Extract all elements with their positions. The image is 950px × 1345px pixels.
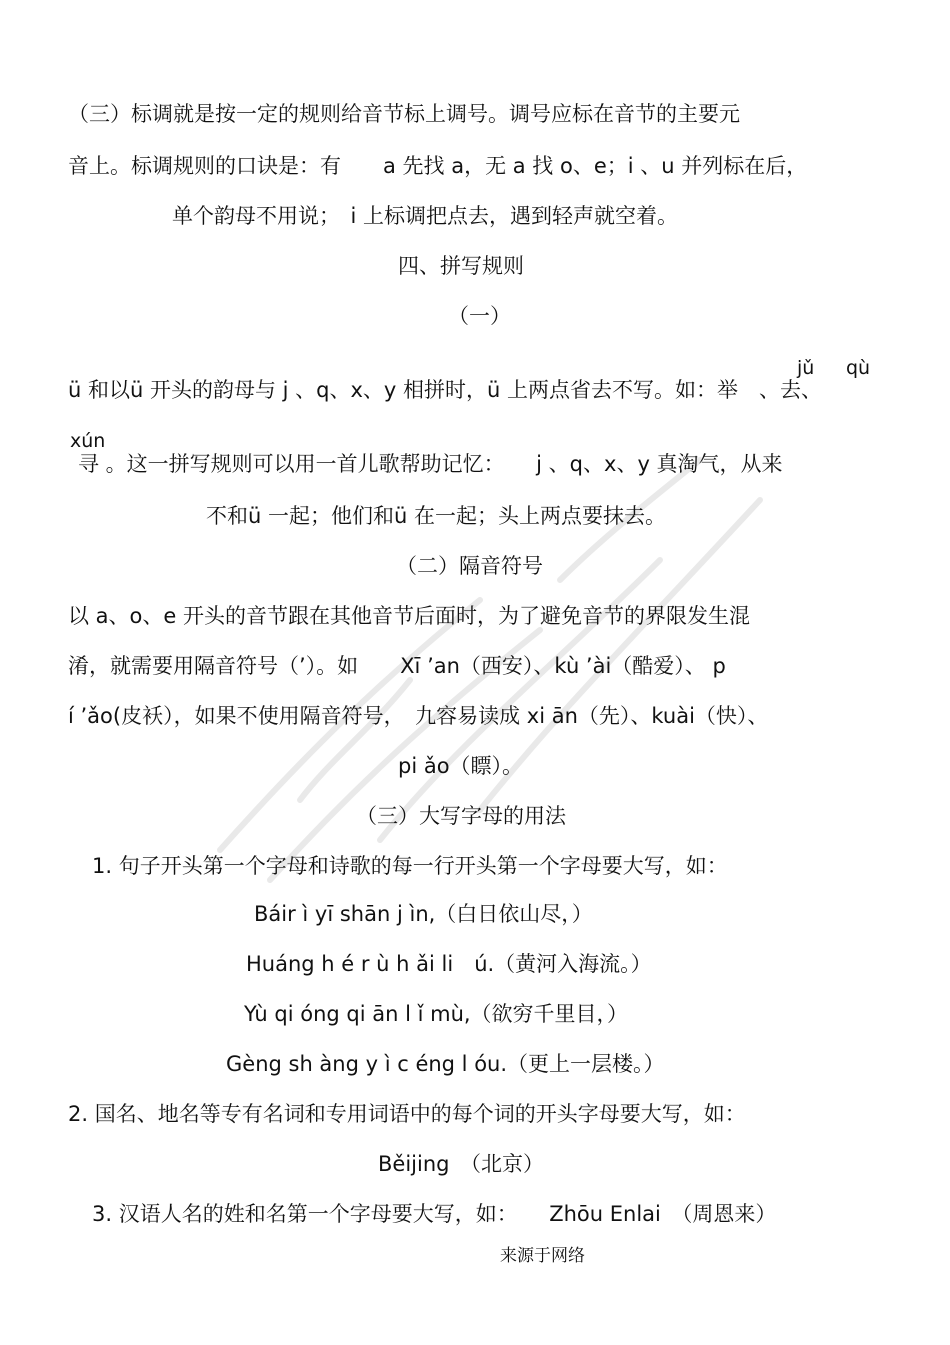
poem-line-3: Yù qi óng qi ān l ǐ mù,（欲穷千里目，） [244, 1002, 629, 1026]
separator-rule-line-4: pi ǎo（瞟）。 [398, 754, 524, 778]
subsection-one-title: （一） [448, 304, 511, 328]
capitalization-rule-3: 3. 汉语人名的姓和名第一个字母要大写，如： Zhōu Enlai （周恩来） [92, 1202, 777, 1226]
pinyin-annotation-qu: qù [846, 357, 871, 379]
poem-line-4: Gèng sh àng y ì c éng l óu.（更上一层楼。） [226, 1052, 665, 1076]
poem-line-2: Huáng h é r ù h ǎi li ú.（黄河入海流。） [246, 952, 652, 976]
spelling-rule-line-3: 不和ü 一起；他们和ü 在一起；头上两点要抹去。 [206, 504, 666, 528]
subsection-three-title: （三）大写字母的用法 [356, 804, 566, 828]
poem-line-1: Báir ì yī shān j ìn,（白日依山尽，） [254, 902, 593, 926]
pinyin-annotation-xun: xún [70, 430, 106, 452]
separator-rule-line-2: 淆，就需要用隔音符号（’）。如 Xī ’an（西安）、kù ’ài（酷爱）、 p [68, 654, 726, 678]
pinyin-annotation-ju: jǔ [797, 357, 815, 379]
section-four-title: 四、拼写规则 [398, 254, 524, 278]
tone-rule-line-3: 单个韵母不用说； i 上标调把点去，遇到轻声就空着。 [172, 204, 679, 228]
source-footer: 来源于网络 [500, 1246, 585, 1266]
tone-rule-line-2: 音上。标调规则的口诀是：有 a 先找 a，无 a 找 o、e；i 、u 并列标在后， [68, 154, 808, 178]
capitalization-rule-1: 1. 句子开头第一个字母和诗歌的每一行开头第一个字母要大写，如： [92, 854, 728, 878]
separator-rule-line-3: í ’ǎo(皮袄），如果不使用隔音符号， 九容易读成 xi ān（先）、kuài（快）、 [68, 704, 769, 728]
capitalization-rule-2-example: Běijing （北京） [378, 1152, 544, 1176]
spelling-rule-line-1: ü 和以ü 开头的韵母与 j 、q、x、y 相拼时，ü 上两点省去不写。如：举 、去、 [68, 378, 822, 402]
capitalization-rule-2: 2. 国名、地名等专有名词和专用词语中的每个词的开头字母要大写，如： [68, 1102, 746, 1126]
spelling-rule-line-2: 寻 。这一拼写规则可以用一首儿歌帮助记忆： j 、q、x、y 真淘气，从来 [78, 452, 783, 476]
subsection-two-title: （二）隔音符号 [396, 554, 543, 578]
tone-rule-line-1: （三）标调就是按一定的规则给音节标上调号。调号应标在音节的主要元 [68, 102, 740, 126]
separator-rule-line-1: 以 a、o、e 开头的音节跟在其他音节后面时，为了避免音节的界限发生混 [68, 604, 750, 628]
